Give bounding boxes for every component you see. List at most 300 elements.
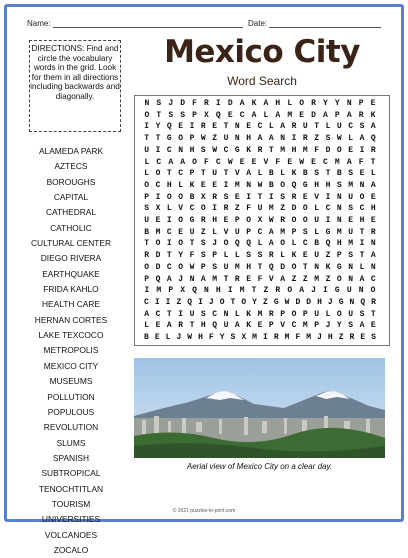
grid-letter[interactable]: K (291, 169, 297, 179)
grid-letter[interactable]: S (348, 321, 354, 331)
grid-letter[interactable]: K (291, 251, 297, 261)
grid-letter[interactable]: L (165, 333, 171, 342)
grid-letter[interactable]: R (370, 145, 376, 155)
grid-letter[interactable]: I (359, 145, 365, 155)
grid-letter[interactable]: H (198, 333, 203, 342)
grid-letter[interactable]: H (370, 204, 376, 214)
grid-letter[interactable]: P (234, 216, 240, 225)
grid-letter[interactable]: S (156, 99, 162, 108)
grid-letter[interactable]: L (268, 122, 274, 132)
grid-letter[interactable]: T (314, 122, 320, 132)
grid-letter[interactable]: E (299, 110, 305, 120)
grid-letter[interactable]: H (246, 262, 252, 272)
grid-letter[interactable]: H (327, 333, 333, 342)
grid-letter[interactable]: Z (263, 286, 269, 296)
grid-letter[interactable]: E (223, 216, 229, 225)
grid-letter[interactable]: N (346, 99, 352, 108)
grid-letter[interactable]: K (370, 110, 376, 120)
grid-letter[interactable]: E (360, 333, 366, 342)
grid-letter[interactable]: J (178, 274, 184, 284)
grid-letter[interactable]: G (189, 216, 195, 225)
grid-letter[interactable]: R (358, 110, 364, 120)
grid-letter[interactable]: R (371, 297, 376, 307)
grid-letter[interactable]: E (239, 157, 245, 167)
grid-letter[interactable]: K (189, 180, 195, 190)
grid-letter[interactable]: A (346, 157, 352, 167)
grid-letter[interactable]: E (246, 274, 252, 284)
grid-letter[interactable]: L (314, 204, 320, 214)
grid-letter[interactable]: M (268, 204, 274, 214)
grid-letter[interactable]: R (223, 204, 229, 214)
grid-letter[interactable]: S (180, 110, 186, 120)
grid-letter[interactable]: E (154, 333, 160, 342)
grid-letter[interactable]: X (257, 216, 263, 225)
grid-letter[interactable]: O (219, 297, 225, 307)
grid-letter[interactable]: R (302, 134, 308, 144)
grid-letter[interactable]: G (334, 286, 340, 296)
grid-letter[interactable]: C (156, 157, 162, 167)
grid-letter[interactable]: I (323, 286, 328, 296)
grid-letter[interactable]: W (189, 262, 195, 272)
grid-letter[interactable]: O (336, 145, 342, 155)
grid-letter[interactable]: X (200, 192, 206, 202)
grid-letter[interactable]: E (302, 192, 308, 202)
grid-letter[interactable]: M (280, 227, 286, 237)
grid-letter[interactable]: Y (323, 99, 328, 108)
grid-letter[interactable]: L (178, 180, 184, 190)
grid-letter[interactable]: L (212, 227, 218, 237)
grid-letter[interactable]: T (166, 309, 172, 319)
grid-letter[interactable]: A (246, 169, 252, 179)
grid-letter[interactable]: X (180, 286, 186, 296)
grid-letter[interactable]: S (336, 180, 342, 190)
grid-letter[interactable]: T (230, 297, 236, 307)
grid-letter[interactable]: O (178, 239, 184, 249)
grid-letter[interactable]: F (257, 274, 263, 284)
grid-letter[interactable]: I (227, 286, 233, 296)
grid-letter[interactable]: F (189, 251, 195, 261)
grid-letter[interactable]: N (370, 239, 376, 249)
grid-letter[interactable]: M (314, 274, 320, 284)
grid-letter[interactable]: F (295, 333, 301, 342)
grid-letter[interactable]: N (336, 216, 342, 225)
grid-letter[interactable]: C (291, 321, 297, 331)
grid-letter[interactable]: E (311, 157, 316, 167)
grid-letter[interactable]: I (215, 99, 221, 108)
grid-letter[interactable]: M (334, 157, 340, 167)
grid-letter[interactable]: D (311, 110, 316, 120)
grid-letter[interactable]: Z (200, 227, 206, 237)
grid-letter[interactable]: T (268, 145, 274, 155)
grid-letter[interactable]: A (275, 110, 281, 120)
grid-letter[interactable]: I (166, 216, 172, 225)
grid-letter[interactable]: O (280, 180, 286, 190)
grid-letter[interactable]: T (144, 134, 150, 144)
grid-letter[interactable]: Z (176, 297, 182, 307)
grid-letter[interactable]: R (268, 251, 274, 261)
grid-letter[interactable]: E (246, 122, 252, 132)
grid-letter[interactable]: M (348, 180, 354, 190)
grid-letter[interactable]: Q (246, 239, 252, 249)
grid-letter[interactable]: A (180, 157, 186, 167)
grid-letter[interactable]: N (246, 180, 252, 190)
grid-letter[interactable]: B (189, 192, 195, 202)
grid-letter[interactable]: Q (370, 134, 376, 144)
grid-letter[interactable]: W (268, 216, 274, 225)
grid-letter[interactable]: E (178, 227, 184, 237)
grid-letter[interactable]: A (299, 286, 305, 296)
grid-letter[interactable]: S (348, 204, 354, 214)
grid-letter[interactable]: E (200, 180, 206, 190)
grid-letter[interactable]: O (178, 192, 184, 202)
grid-letter[interactable]: O (144, 262, 150, 272)
grid-letter[interactable]: D (180, 99, 186, 108)
grid-letter[interactable]: A (234, 321, 240, 331)
grid-letter[interactable]: B (314, 239, 320, 249)
grid-letter[interactable]: P (280, 309, 286, 319)
grid-letter[interactable]: B (268, 180, 274, 190)
grid-letter[interactable]: O (291, 262, 297, 272)
grid-letter[interactable]: C (257, 122, 263, 132)
grid-letter[interactable]: R (257, 145, 263, 155)
grid-letter[interactable]: A (166, 274, 172, 284)
grid-letter[interactable]: P (200, 262, 206, 272)
grid-letter[interactable]: U (314, 251, 320, 261)
grid-letter[interactable]: N (204, 286, 209, 296)
grid-letter[interactable]: X (204, 110, 209, 120)
grid-letter[interactable]: M (212, 274, 218, 284)
grid-letter[interactable]: T (359, 227, 365, 237)
grid-letter[interactable]: L (280, 169, 286, 179)
grid-letter[interactable]: U (346, 286, 352, 296)
grid-letter[interactable]: L (166, 204, 172, 214)
grid-letter[interactable]: A (346, 110, 352, 120)
grid-letter[interactable]: F (192, 99, 197, 108)
grid-letter[interactable]: Z (291, 274, 297, 284)
grid-letter[interactable]: N (178, 145, 184, 155)
grid-letter[interactable]: I (155, 192, 161, 202)
grid-letter[interactable]: I (223, 180, 229, 190)
grid-letter[interactable]: O (200, 204, 206, 214)
grid-letter[interactable]: A (251, 110, 257, 120)
grid-letter[interactable]: M (234, 180, 240, 190)
grid-letter[interactable]: V (268, 274, 274, 284)
grid-letter[interactable]: T (166, 169, 172, 179)
grid-letter[interactable]: I (325, 216, 331, 225)
grid-letter[interactable]: R (268, 309, 274, 319)
grid-letter[interactable]: O (287, 286, 293, 296)
grid-letter[interactable]: U (314, 216, 320, 225)
grid-letter[interactable]: E (234, 192, 240, 202)
grid-letter[interactable]: U (348, 192, 354, 202)
grid-letter[interactable]: N (234, 134, 240, 144)
grid-letter[interactable]: U (336, 122, 342, 132)
grid-letter[interactable]: Z (338, 333, 344, 342)
grid-letter[interactable]: U (302, 122, 308, 132)
grid-letter[interactable]: L (234, 309, 240, 319)
grid-letter[interactable]: A (166, 321, 172, 331)
grid-letter[interactable]: S (212, 262, 218, 272)
grid-letter[interactable]: P (144, 192, 150, 202)
grid-letter[interactable]: S (371, 333, 376, 342)
grid-letter[interactable]: O (336, 274, 342, 284)
grid-letter[interactable]: R (178, 321, 184, 331)
grid-letter[interactable]: Y (178, 251, 184, 261)
grid-letter[interactable]: O (370, 286, 376, 296)
grid-letter[interactable]: L (257, 239, 263, 249)
grid-letter[interactable]: T (370, 157, 376, 167)
grid-letter[interactable]: I (246, 192, 252, 202)
grid-letter[interactable]: N (349, 297, 355, 307)
grid-letter[interactable]: O (223, 239, 229, 249)
grid-letter[interactable]: U (189, 309, 195, 319)
grid-letter[interactable]: J (208, 297, 214, 307)
grid-letter[interactable]: Q (215, 110, 221, 120)
grid-letter[interactable]: I (144, 122, 150, 132)
grid-letter[interactable]: A (239, 99, 245, 108)
grid-letter[interactable]: O (155, 239, 161, 249)
grid-letter[interactable]: P (358, 99, 364, 108)
grid-letter[interactable]: D (155, 251, 161, 261)
grid-letter[interactable]: N (358, 286, 364, 296)
grid-letter[interactable]: Y (252, 297, 257, 307)
grid-letter[interactable]: E (287, 157, 293, 167)
grid-letter[interactable]: Z (325, 251, 331, 261)
grid-letter[interactable]: L (144, 157, 150, 167)
grid-letter[interactable]: L (257, 169, 263, 179)
grid-letter[interactable]: D (291, 204, 297, 214)
grid-letter[interactable]: J (311, 286, 316, 296)
name-field[interactable] (27, 18, 243, 28)
grid-letter[interactable]: O (336, 309, 342, 319)
grid-letter[interactable]: O (155, 169, 161, 179)
grid-letter[interactable]: G (273, 297, 279, 307)
grid-letter[interactable]: M (302, 145, 308, 155)
grid-letter[interactable]: N (348, 274, 354, 284)
grid-letter[interactable]: I (325, 192, 331, 202)
grid-letter[interactable]: R (349, 333, 355, 342)
grid-letter[interactable]: Y (219, 333, 225, 342)
grid-letter[interactable]: X (241, 333, 247, 342)
grid-letter[interactable]: H (200, 321, 206, 331)
grid-letter[interactable]: M (306, 333, 312, 342)
grid-letter[interactable]: H (275, 99, 281, 108)
grid-letter[interactable]: J (176, 333, 182, 342)
grid-letter[interactable]: E (348, 216, 354, 225)
grid-letter[interactable]: I (212, 204, 218, 214)
grid-letter[interactable]: S (302, 227, 308, 237)
grid-letter[interactable]: C (257, 227, 263, 237)
grid-letter[interactable]: I (144, 286, 150, 296)
grid-letter[interactable]: M (336, 227, 342, 237)
grid-letter[interactable]: B (268, 169, 274, 179)
grid-letter[interactable]: C (166, 262, 172, 272)
grid-letter[interactable]: L (263, 110, 269, 120)
grid-letter[interactable]: A (280, 274, 286, 284)
grid-letter[interactable]: O (291, 216, 297, 225)
grid-letter[interactable]: F (208, 333, 214, 342)
grid-letter[interactable]: E (155, 321, 161, 331)
grid-letter[interactable]: N (234, 122, 240, 132)
grid-letter[interactable]: H (314, 180, 320, 190)
grid-letter[interactable]: T (325, 169, 331, 179)
grid-letter[interactable]: I (268, 192, 274, 202)
grid-letter[interactable]: L (348, 134, 354, 144)
grid-letter[interactable]: S (359, 122, 365, 132)
grid-letter[interactable]: R (204, 99, 209, 108)
grid-letter[interactable]: X (155, 204, 161, 214)
grid-letter[interactable]: N (359, 180, 365, 190)
grid-letter[interactable]: G (325, 227, 331, 237)
grid-letter[interactable]: T (257, 192, 263, 202)
grid-letter[interactable]: R (280, 216, 286, 225)
grid-letter[interactable]: W (257, 180, 263, 190)
grid-letter[interactable]: Q (291, 180, 297, 190)
grid-letter[interactable]: E (370, 321, 376, 331)
grid-letter[interactable]: K (251, 99, 257, 108)
grid-letter[interactable]: N (336, 192, 342, 202)
grid-letter[interactable]: L (223, 251, 229, 261)
grid-letter[interactable]: G (234, 145, 240, 155)
grid-letter[interactable]: T (166, 251, 172, 261)
grid-letter[interactable]: S (168, 110, 174, 120)
grid-letter[interactable]: R (291, 192, 297, 202)
grid-letter[interactable]: H (325, 180, 331, 190)
grid-letter[interactable]: L (234, 251, 240, 261)
grid-letter[interactable]: A (200, 274, 206, 284)
grid-letter[interactable]: U (223, 262, 229, 272)
grid-letter[interactable]: L (144, 169, 150, 179)
grid-letter[interactable]: A (144, 309, 150, 319)
grid-letter[interactable]: W (200, 134, 206, 144)
grid-letter[interactable]: U (189, 227, 195, 237)
grid-letter[interactable]: R (275, 286, 281, 296)
grid-letter[interactable]: N (189, 274, 195, 284)
grid-letter[interactable]: A (370, 251, 376, 261)
grid-letter[interactable]: U (212, 169, 218, 179)
grid-letter[interactable]: T (359, 251, 365, 261)
grid-letter[interactable]: U (348, 227, 354, 237)
grid-letter[interactable]: M (252, 333, 257, 342)
grid-letter[interactable]: Y (336, 321, 342, 331)
grid-letter[interactable]: D (155, 262, 161, 272)
grid-letter[interactable]: T (302, 262, 308, 272)
grid-letter[interactable]: J (327, 297, 333, 307)
grid-letter[interactable]: S (230, 333, 236, 342)
grid-letter[interactable]: U (234, 227, 240, 237)
grid-letter[interactable]: A (370, 180, 376, 190)
grid-letter[interactable]: G (166, 134, 172, 144)
grid-letter[interactable]: L (325, 309, 331, 319)
grid-letter[interactable]: C (302, 239, 308, 249)
grid-letter[interactable]: S (200, 251, 206, 261)
grid-letter[interactable]: O (178, 216, 184, 225)
grid-letter[interactable]: S (257, 251, 263, 261)
grid-letter[interactable]: W (284, 297, 290, 307)
grid-letter[interactable]: A (359, 134, 365, 144)
grid-letter[interactable]: G (338, 297, 344, 307)
grid-letter[interactable]: W (227, 157, 233, 167)
grid-letter[interactable]: P (268, 321, 274, 331)
grid-letter[interactable]: I (154, 297, 160, 307)
grid-letter[interactable]: R (273, 333, 279, 342)
grid-letter[interactable]: I (189, 122, 195, 132)
grid-letter[interactable]: U (314, 309, 320, 319)
grid-letter[interactable]: P (189, 134, 195, 144)
grid-letter[interactable]: Q (360, 297, 366, 307)
grid-letter[interactable]: O (192, 157, 197, 167)
grid-letter[interactable]: A (268, 227, 274, 237)
grid-letter[interactable]: M (239, 286, 245, 296)
grid-letter[interactable]: S (348, 169, 354, 179)
grid-letter[interactable]: O (241, 297, 247, 307)
grid-letter[interactable]: S (348, 251, 354, 261)
grid-letter[interactable]: O (291, 309, 297, 319)
grid-letter[interactable]: Q (166, 122, 172, 132)
grid-letter[interactable]: C (166, 227, 172, 237)
grid-letter[interactable]: P (314, 321, 320, 331)
grid-letter[interactable]: J (168, 99, 174, 108)
grid-letter[interactable]: L (314, 227, 320, 237)
grid-letter[interactable]: Q (325, 239, 331, 249)
grid-letter[interactable]: J (317, 333, 322, 342)
grid-letter[interactable]: V (314, 192, 320, 202)
grid-letter[interactable]: C (370, 274, 376, 284)
grid-letter[interactable]: P (302, 309, 308, 319)
grid-letter[interactable]: H (336, 239, 342, 249)
grid-letter[interactable]: E (348, 145, 354, 155)
grid-letter[interactable]: S (325, 134, 331, 144)
grid-letter[interactable]: P (334, 110, 340, 120)
grid-letter[interactable]: O (178, 134, 184, 144)
grid-letter[interactable]: A (370, 122, 376, 132)
grid-letter[interactable]: T (156, 110, 162, 120)
grid-letter[interactable]: M (302, 321, 308, 331)
grid-letter[interactable]: Y (334, 99, 340, 108)
grid-letter[interactable]: E (155, 216, 161, 225)
grid-letter[interactable]: I (165, 297, 171, 307)
grid-letter[interactable]: W (212, 145, 218, 155)
grid-letter[interactable]: I (166, 239, 172, 249)
grid-letter[interactable]: R (234, 274, 240, 284)
grid-letter[interactable]: U (257, 204, 263, 214)
grid-letter[interactable]: B (144, 227, 150, 237)
grid-letter[interactable]: L (325, 122, 331, 132)
grid-letter[interactable]: S (200, 145, 206, 155)
grid-letter[interactable]: I (178, 309, 184, 319)
grid-letter[interactable]: Q (268, 262, 274, 272)
grid-letter[interactable]: P (212, 251, 218, 261)
grid-letter[interactable]: C (155, 309, 161, 319)
grid-letter[interactable]: D (295, 297, 301, 307)
grid-letter[interactable]: E (257, 321, 263, 331)
grid-letter[interactable]: R (291, 122, 297, 132)
grid-letter[interactable]: A (323, 110, 328, 120)
grid-letter[interactable]: E (370, 192, 376, 202)
grid-letter[interactable]: Z (263, 297, 268, 307)
grid-letter[interactable]: S (223, 192, 229, 202)
grid-letter[interactable]: H (317, 297, 322, 307)
grid-letter[interactable]: O (302, 216, 308, 225)
grid-letter[interactable]: V (178, 204, 184, 214)
grid-letter[interactable]: E (212, 122, 218, 132)
grid-letter[interactable]: T (200, 169, 206, 179)
grid-letter[interactable]: B (302, 169, 308, 179)
grid-letter[interactable]: R (311, 99, 316, 108)
grid-letter[interactable]: R (144, 251, 150, 261)
grid-letter[interactable]: S (200, 239, 206, 249)
grid-letter[interactable]: M (234, 262, 240, 272)
